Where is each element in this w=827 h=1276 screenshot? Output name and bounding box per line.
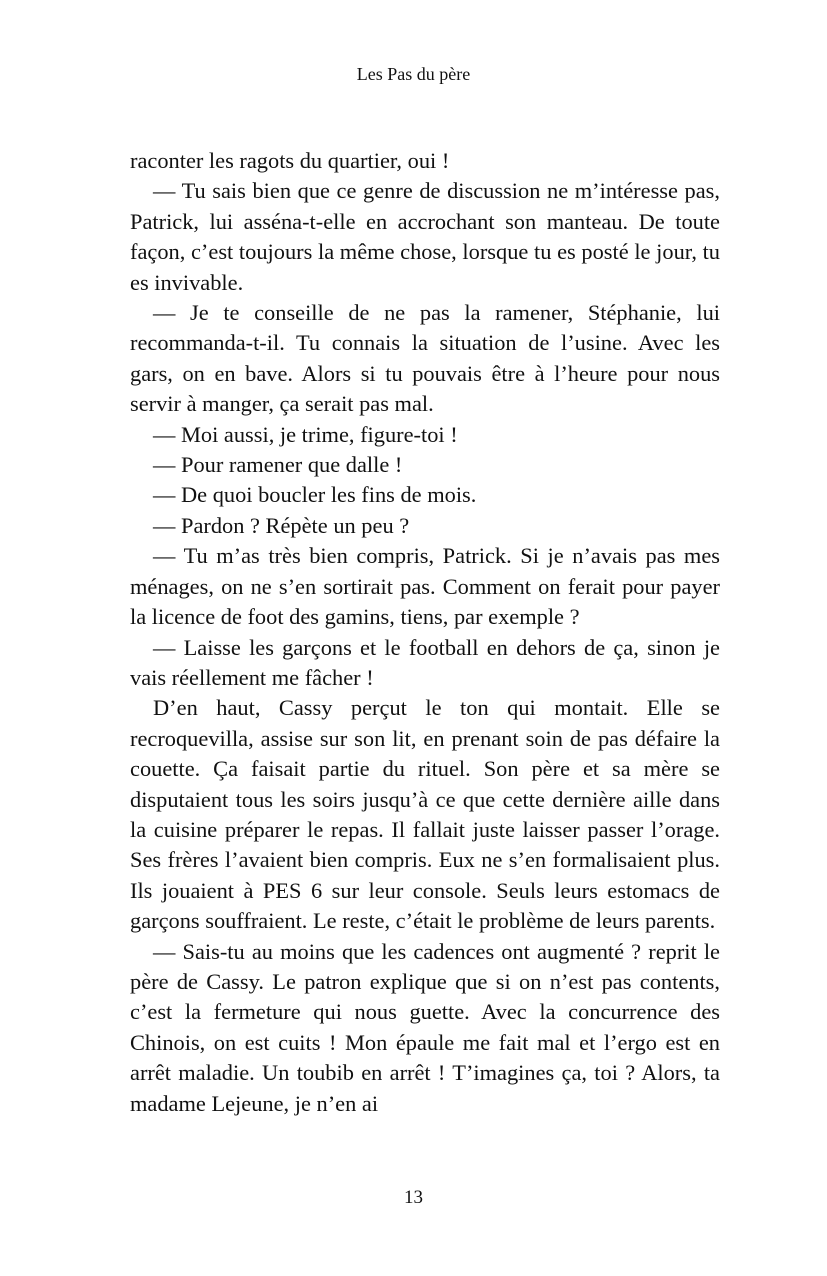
paragraph: — Pardon ? Répète un peu ? <box>153 512 410 538</box>
paragraph: — De quoi boucler les fins de mois. <box>153 482 477 508</box>
paragraph: — Tu sais bien que ce genre de discussion ne m’intéresse pas, Patrick, lui asséna-t-elle en accrochant son manteau. De toute façon, c’est toujours la même chose, lorsque tu es posté le jour, tu es invivable. <box>130 178 720 295</box>
paragraph: D’en haut, Cassy perçut le ton qui montait. Elle se recroquevilla, assise sur son lit, en prenant soin de pas défaire la couette. Ça faisait partie du rituel. Son père et sa mère se disputaient tous les soirs jusqu’à ce que cette dernière aille dans la cuisine préparer le repas. Il fallait juste laisser passer l’orage. Ses frères l’avaient bien compris. Eux ne s’en formalisaient plus. Ils jouaient à PES 6 sur leur console. Seuls leurs estomacs de garçons souffraient. Le reste, c’était le problème de leurs parents. <box>130 695 720 934</box>
body-text <box>130 146 720 1119</box>
running-header: Les Pas du père <box>356 64 471 84</box>
paragraph: — Sais-tu au moins que les cadences ont augmenté ? reprit le père de Cassy. Le patron explique que si on n’est pas contents, c’est la fermeture qui nous guette. Avec la concurrence des Chinois, on est cuits ! Mon épaule me fait mal et l’ergo est en arrêt maladie. Un toubib en arrêt ! T’imagines ça, toi ? Alors, ta madame Lejeune, je n’en ai <box>130 938 720 1116</box>
page-number: 13 <box>404 1187 423 1208</box>
paragraph: — Pour ramener que dalle ! <box>153 452 403 478</box>
paragraph: — Moi aussi, je trime, figure-toi ! <box>153 421 458 447</box>
paragraph: — Je te conseille de ne pas la ramener, Stéphanie, lui recommanda-t-il. Tu connais la situation de l’usine. Avec les gars, on en bave. Alors si tu pouvais être à l’heure pour nous servir à manger, ça serait pas mal. <box>130 300 720 417</box>
paragraph: — Tu m’as très bien compris, Patrick. Si je n’avais pas mes ménages, on ne s’en sortirait pas. Comment on ferait pour payer la licence de foot des gamins, tiens, par exemple ? <box>130 543 720 630</box>
paragraph: raconter les ragots du quartier, oui ! <box>130 148 450 173</box>
paragraph: — Laisse les garçons et le football en dehors de ça, sinon je vais réellement me fâcher ! <box>130 634 720 690</box>
